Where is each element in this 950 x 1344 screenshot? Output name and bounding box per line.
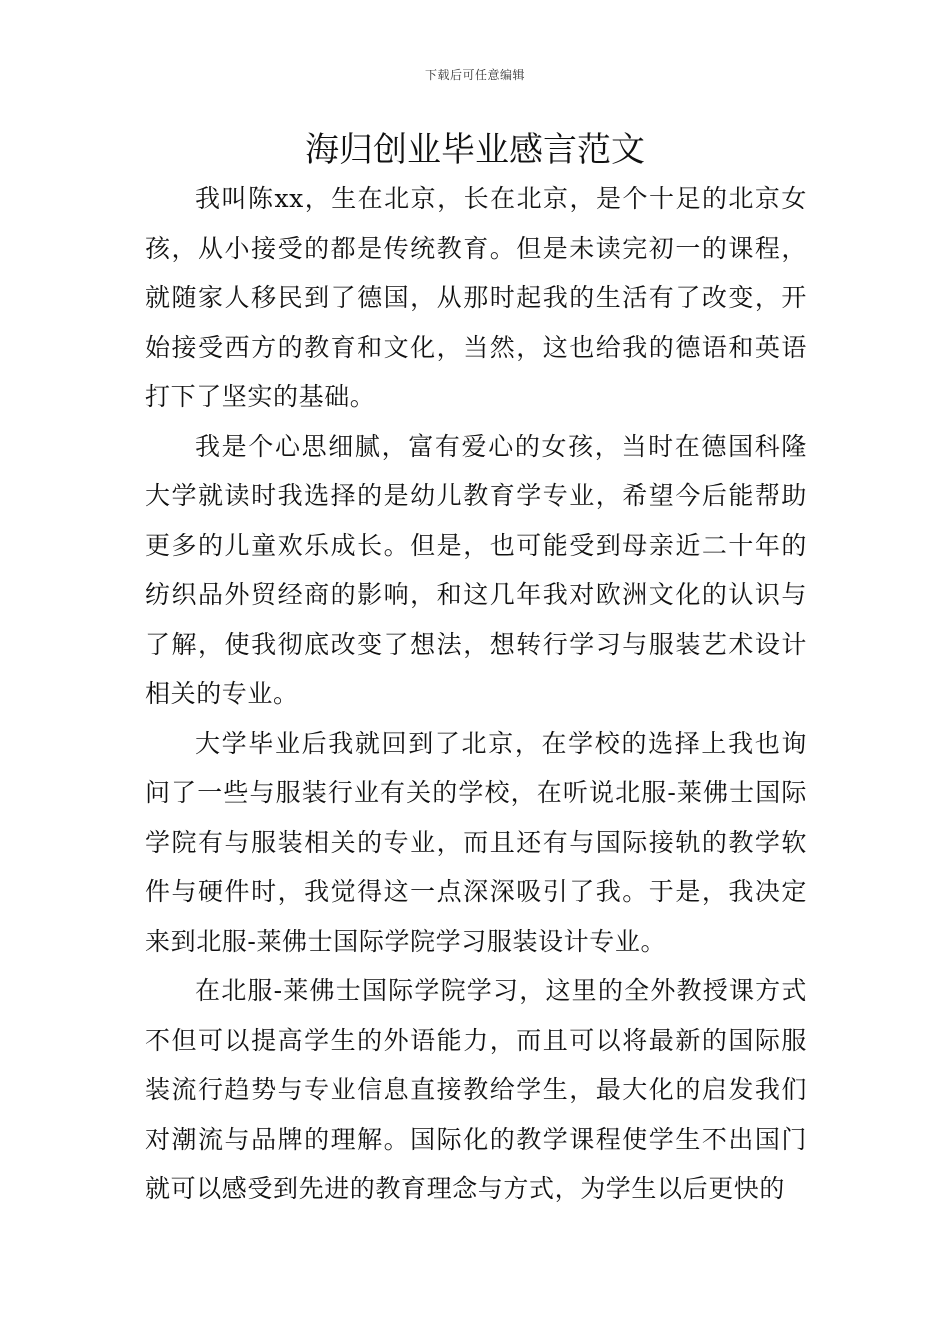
paragraph-1: 我叫陈xx，生在北京，长在北京，是个十足的北京女孩，从小接受的都是传统教育。但是未读完初一的课程，就随家人移民到了德国，从那时起我的生活有了改变，开始接受西方的教育和文化，当然，这也给我的德语和英语打下了坚实的基础。	[145, 184, 807, 411]
paragraph-4: 在北服-莱佛士国际学院学习，这里的全外教授课方式不但可以提高学生的外语能力，而且可以将最新的国际服装流行趋势与专业信息直接教给学生，最大化的启发我们对潮流与品牌的理解。国际化的教学课程使学生不出国门就可以感受到先进的教育理念与方式，为学生以后更快的	[145, 976, 807, 1203]
paragraph-2: 我是个心思细腻，富有爱心的女孩，当时在德国科隆大学就读时我选择的是幼儿教育学专业，希望今后能帮助更多的儿童欢乐成长。但是，也可能受到母亲近二十年的纺织品外贸经商的影响，和这几年我对欧洲文化的认识与了解，使我彻底改变了想法，想转行学习与服装艺术设计相关的专业。	[145, 431, 807, 708]
document-body	[145, 174, 807, 1214]
header-note: 下载后可任意编辑	[424, 68, 525, 82]
document-title: 海归创业毕业感言范文	[305, 130, 645, 170]
paragraph-3: 大学毕业后我就回到了北京，在学校的选择上我也询问了一些与服装行业有关的学校，在听说北服-莱佛士国际学院有与服装相关的专业，而且还有与国际接轨的教学软件与硬件时，我觉得这一点深深吸引了我。于是，我决定来到北服-莱佛士国际学院学习服装设计专业。	[145, 728, 807, 956]
